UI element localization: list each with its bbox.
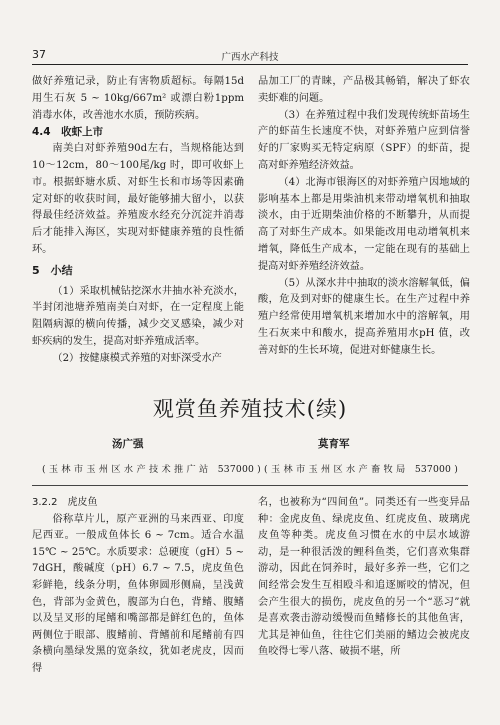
column-bottom-left	[32, 495, 244, 678]
section-heading-4-4: 4.4 收虾上市	[32, 126, 104, 139]
paragraph: （1）采取机械钻挖深水井抽水补充淡水，半封闭池塘养殖南美白对虾，在一定程度上能阻隔病源的横向传播，减少交叉感染，减少对虾疾病的发生，提高对虾养殖成活率。	[32, 285, 244, 347]
author-name: 莫育军	[318, 438, 350, 450]
article-title: 观赏鱼养殖技术(续)	[152, 397, 348, 421]
page-number: 37	[32, 48, 46, 61]
paragraph: 南美白对虾养殖90d左右，当规格能达到10～12cm，80～100尾/kg 时，即可收虾上市。根据虾塘水质、对虾生长和市场等因素确定对虾的收获时间，最好能够捕大留小，以获得最佳经济效益。养殖废水经充分沉淀并消毒后才能排入海区，实现对虾健康养殖的良性循环。	[32, 143, 244, 255]
affiliation-rule	[32, 485, 468, 486]
subsection-heading: 3.2.2 虎皮鱼	[32, 497, 98, 508]
running-header	[32, 48, 468, 62]
author-affiliation: ( 玉 林 市 玉 州 区 水 产 技 术 推 广 站 537000 ) ( 玉 林 市 玉 州 区 水 产 畜 牧 局 537000 )	[41, 464, 458, 475]
paragraph: 俗称草片儿，原产亚洲的马来西亚、印度尼西亚。一般成鱼体长 6 ~ 7cm。适合水温 15℃ ~ 25℃。水质要求：总硬度（gH）5 ~ 7dGH，酸碱度（pH）6.7 ~ 7.5，虎皮鱼色彩鲜艳，线条分明，鱼体卵圆形侧扁，呈浅黄色，背部为金黄色，腹部为白色，背鳍、腹鳍以及呈叉形的尾鳍和嘴部都是鲜红色的，鱼体两侧位于眼部、腹鳍前、背鳍前和尾鳍前有四条横向墨绿发黑的宽条纹，犹如老虎皮，因而得	[32, 513, 244, 674]
journal-name: 广西水产科技	[221, 52, 279, 63]
column-bottom-right	[258, 495, 470, 661]
column-top-right	[258, 74, 470, 360]
header-rule	[32, 64, 468, 65]
paragraph: 品加工厂的青睐，产品极其畅销，解决了虾农卖虾难的问题。	[258, 76, 470, 104]
paragraph: （3）在养殖过程中我们发现传统虾苗场生产的虾苗生长速度不快，对虾养殖户应到信誉好的厂家购买无特定病原（SPF）的虾苗，提高对虾养殖经济效益。	[258, 109, 470, 171]
paragraph: （2）按健康模式养殖的对虾深受水产	[52, 352, 222, 364]
column-top-left	[32, 74, 244, 368]
author-name: 汤广强	[112, 438, 144, 450]
paragraph: 做好养殖记录，防止有害物质超标。每隔15d 用生石灰 5 ~ 10kg/667m² 或漂白粉1ppm 消毒水体，改善池水水质，预防疾病。	[32, 76, 244, 121]
paragraph: （4）北海市银海区的对虾养殖户因地域的影响基本上都是用柴油机来带动增氧机和抽取淡水，由于近期柴油价格的不断攀升，从而提高了对虾生产成本。如果能改用电动增氧机来增氧，降低生产成本，一定能在现有的基础上提高对虾养殖经济效益。	[258, 176, 470, 272]
paragraph: （5）从深水井中抽取的淡水溶解氧低，偏酸，危及到对虾的健康生长。在生产过程中养殖户经常使用增氧机来增加水中的溶解氧，用生石灰来中和酸水，提高养殖用水pH 值，改善对虾的生长环境，促进对虾健康生长。	[258, 277, 470, 356]
section-heading-5: 5 小结	[32, 263, 73, 277]
paragraph: 名，也被称为“四间鱼”。同类还有一些变异品种：金虎皮鱼、绿虎皮鱼、红虎皮鱼、玻璃虎皮鱼等种类。虎皮鱼习惯在水的中层水域游动，是一种很活泼的鲤科鱼类，它们喜欢集群游动，因此在饲养时，最好多养一些，它们之间经常会发生互相殴斗和追逐厮咬的情况，但会产生很大的损伤，虎皮鱼的另一个“恶习”就是喜欢袭击游动缓慢而鱼鳍修长的其他鱼害，尤其是神仙鱼，往往它们美丽的鳍边会被虎皮鱼咬得七零八落、破损不堪，所	[258, 497, 470, 658]
